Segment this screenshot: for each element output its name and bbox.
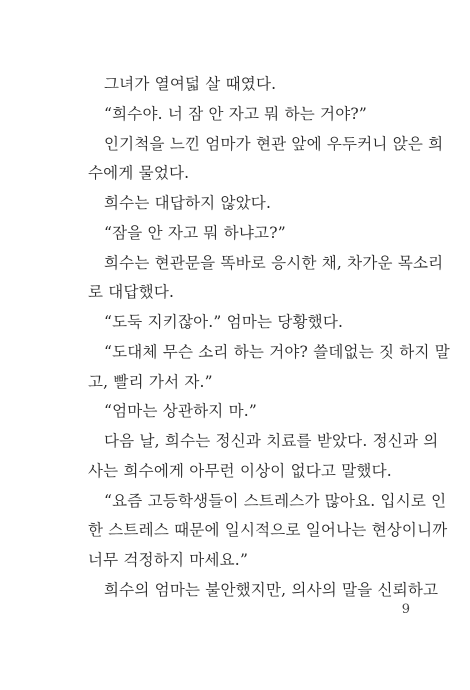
text-line: 너무 걱정하지 마세요.” <box>88 551 249 569</box>
text-line: “도대체 무슨 소리 하는 거야? 쓸데없는 짓 하지 말 <box>104 343 450 361</box>
text-line: 희수는 현관문을 똑바로 응시한 채, 차가운 목소리 <box>104 254 444 272</box>
text-line: 고, 빨리 가서 자.” <box>88 373 213 391</box>
text-line: 인기척을 느낀 엄마가 현관 앞에 우두커니 앉은 희 <box>104 135 444 153</box>
text-line: “요즘 고등학생들이 스트레스가 많아요. 입시로 인 <box>104 492 447 510</box>
text-line: “잠을 안 자고 뭐 하냐고?” <box>104 224 286 242</box>
text-line: 수에게 물었다. <box>88 164 190 182</box>
text-line: “희수야. 너 잠 안 자고 뭐 하는 거야?” <box>104 105 368 123</box>
text-line: 사는 희수에게 아무런 이상이 없다고 말했다. <box>88 462 392 480</box>
text-line: 희수의 엄마는 불안했지만, 의사의 말을 신뢰하고 <box>104 581 439 599</box>
text-line: “엄마는 상관하지 마.” <box>104 402 258 420</box>
text-line: 희수는 대답하지 않았다. <box>104 194 272 212</box>
text-line: “도둑 지키잖아.” 엄마는 당황했다. <box>104 313 344 331</box>
text-line: 로 대답했다. <box>88 283 175 301</box>
text-line: 한 스트레스 때문에 일시적으로 일어나는 현상이니까 <box>88 521 448 539</box>
text-line: 다음 날, 희수는 정신과 치료를 받았다. 정신과 의 <box>104 432 439 450</box>
text-line: 그녀가 열여덟 살 때였다. <box>104 75 277 93</box>
page-number: 9 <box>401 602 410 617</box>
